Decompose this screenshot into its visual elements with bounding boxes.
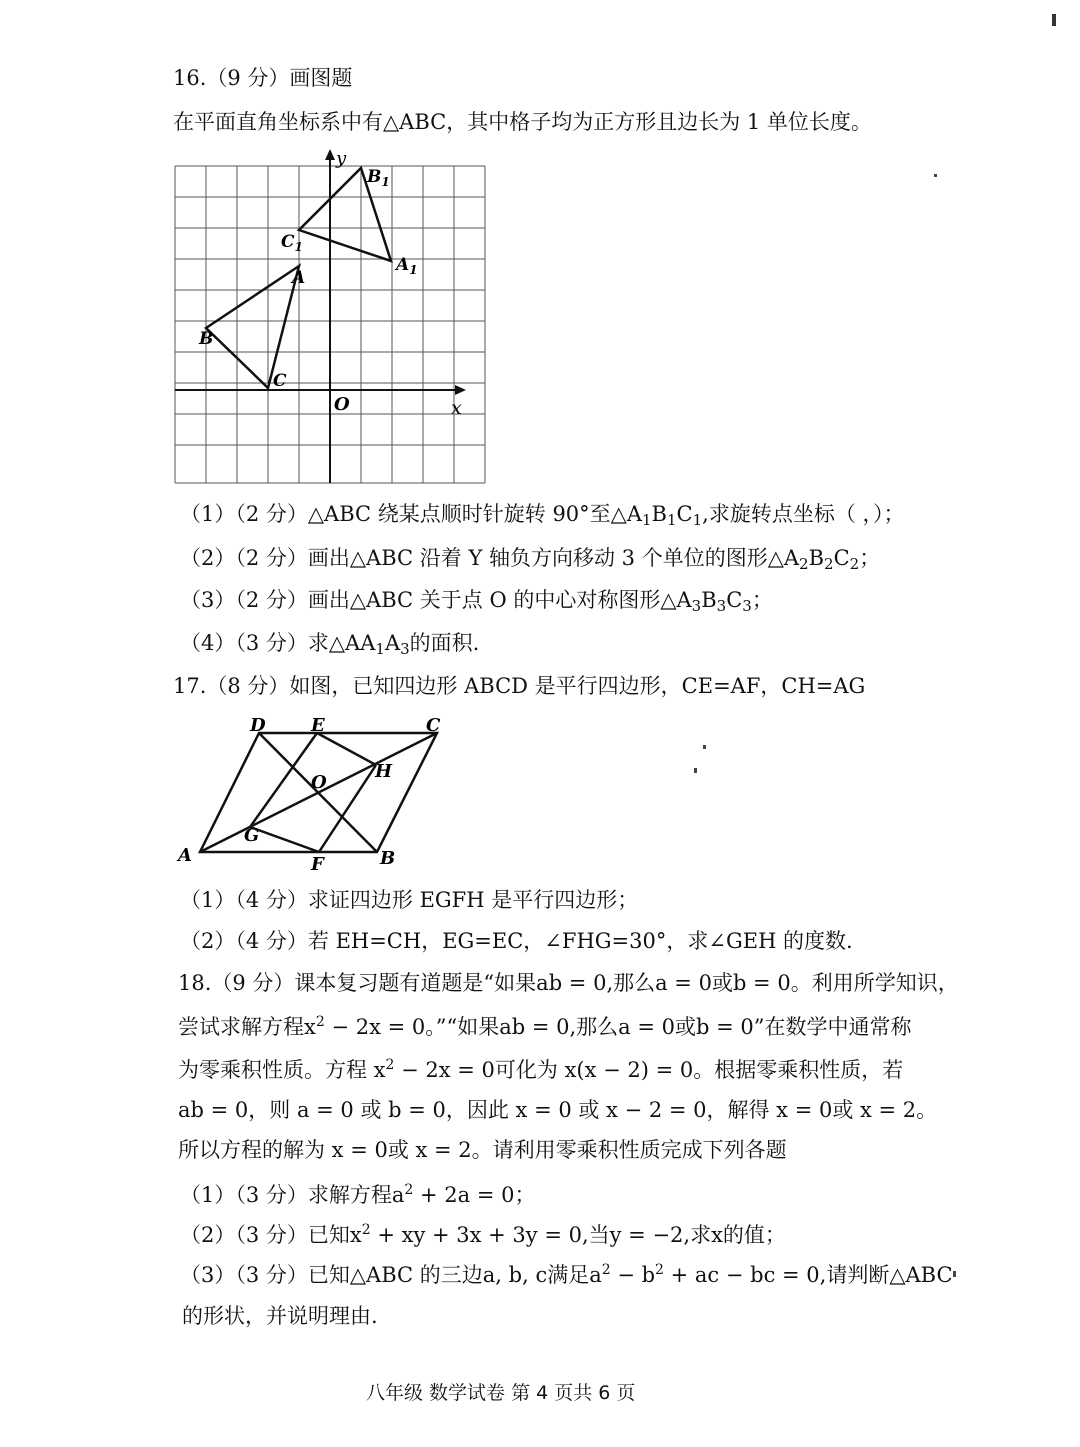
y-axis-arrow — [325, 149, 335, 160]
label-b1: $B_1$ — [367, 167, 390, 189]
q16-part4: （4）（3 分）求$\triangle AA_1A_3$的面积. — [180, 631, 480, 658]
q18-part3-continued: 的形状，并说明理由. — [182, 1304, 378, 1328]
q18-line2: 尝试求解方程$x^2 - 2x = 0$。”“如果ab = 0,那么a = 0或b = 0”在数学中通常称 — [178, 1014, 912, 1039]
label-x: x — [451, 397, 462, 419]
scan-speck — [703, 745, 706, 749]
q17-part2: （2）（4 分）若 EH=CH，EG=EC，∠FHG=30°，求∠GEH 的度数. — [180, 929, 853, 953]
q18-part3: （3）（3 分）已知△ABC 的三边a, b, c满足$a^2 - b^2$ + ac − bc = 0,请判断△ABC — [180, 1262, 953, 1287]
q17-parallelogram-figure — [170, 710, 460, 875]
label-c: C — [426, 715, 441, 736]
segment-gf — [250, 827, 319, 852]
q16-part1: （1）（2 分）△ABC 绕某点顺时针旋转 90°至$\triangle A_1B_1C_1$,求旋转点坐标（ ，）； — [180, 502, 905, 529]
q16-intro: 在平面直角坐标系中有△ABC，其中格子均为正方形且边长为 1 单位长度。 — [173, 110, 872, 134]
triangle-abc — [206, 266, 299, 388]
scan-speck — [953, 1271, 956, 1277]
page-footer: 八年级 数学试卷 第 4 页共 6 页 — [366, 1382, 636, 1404]
q18-part1: （1）（3 分）求解方程$a^2 + 2a = 0$； — [180, 1182, 536, 1207]
x-axis-arrow — [455, 385, 466, 395]
label-d: D — [250, 715, 266, 736]
q16-part3: （3）（2 分）画出△ABC 关于点 O 的中心对称图形$\triangle A_3B_3C_3$； — [180, 588, 773, 615]
q17-header: 17.（8 分）如图，已知四边形 ABCD 是平行四边形，CE=AF，CH=AG — [173, 674, 866, 698]
label-e: E — [311, 715, 325, 736]
segment-eh — [317, 733, 376, 765]
label-h: H — [375, 761, 393, 782]
scan-speck — [1052, 14, 1056, 26]
label-g: G — [244, 825, 260, 846]
q18-part2: （2）（3 分）已知$x^2$ + xy + 3x + 3y = 0,当y = −2,求x的值； — [180, 1222, 786, 1247]
q18-line4: ab = 0，则 a = 0 或 b = 0，因此 x = 0 或 x − 2 = 0，解得 x = 0或 x = 2。 — [178, 1098, 938, 1122]
label-o: O — [334, 394, 350, 415]
label-y: y — [336, 148, 347, 169]
label-b: B — [199, 329, 214, 349]
q17-part1: （1）（4 分）求证四边形 EGFH 是平行四边形； — [180, 888, 639, 912]
label-o: O — [311, 772, 327, 793]
scan-speck — [934, 174, 937, 177]
q16-header: 16.（9 分）画图题 — [173, 66, 353, 90]
label-c1: $C_1$ — [281, 232, 303, 254]
q16-coordinate-figure — [160, 145, 500, 490]
q16-part2: （2）（2 分）画出△ABC 沿着 Y 轴负方向移动 3 个单位的图形$\triangle A_2B_2C_2$； — [180, 546, 881, 573]
q18-line1: 18.（9 分）课本复习题有道题是“如果ab = 0,那么a = 0或b = 0。利用所学知识， — [178, 971, 959, 995]
label-a: A — [178, 845, 192, 866]
label-b: B — [380, 848, 396, 869]
q18-line5: 所以方程的解为 x = 0或 x = 2。请利用零乘积性质完成下列各题 — [178, 1138, 787, 1162]
label-c: C — [273, 371, 287, 391]
label-a: A — [292, 268, 306, 288]
q18-line3: 为零乘积性质。方程 $x^2 - 2x = 0$可化为 x(x − 2) = 0。根据零乘积性质，若 — [178, 1057, 904, 1082]
scan-speck — [694, 768, 697, 773]
label-f: F — [311, 854, 324, 875]
label-a1: $A_1$ — [396, 255, 418, 277]
